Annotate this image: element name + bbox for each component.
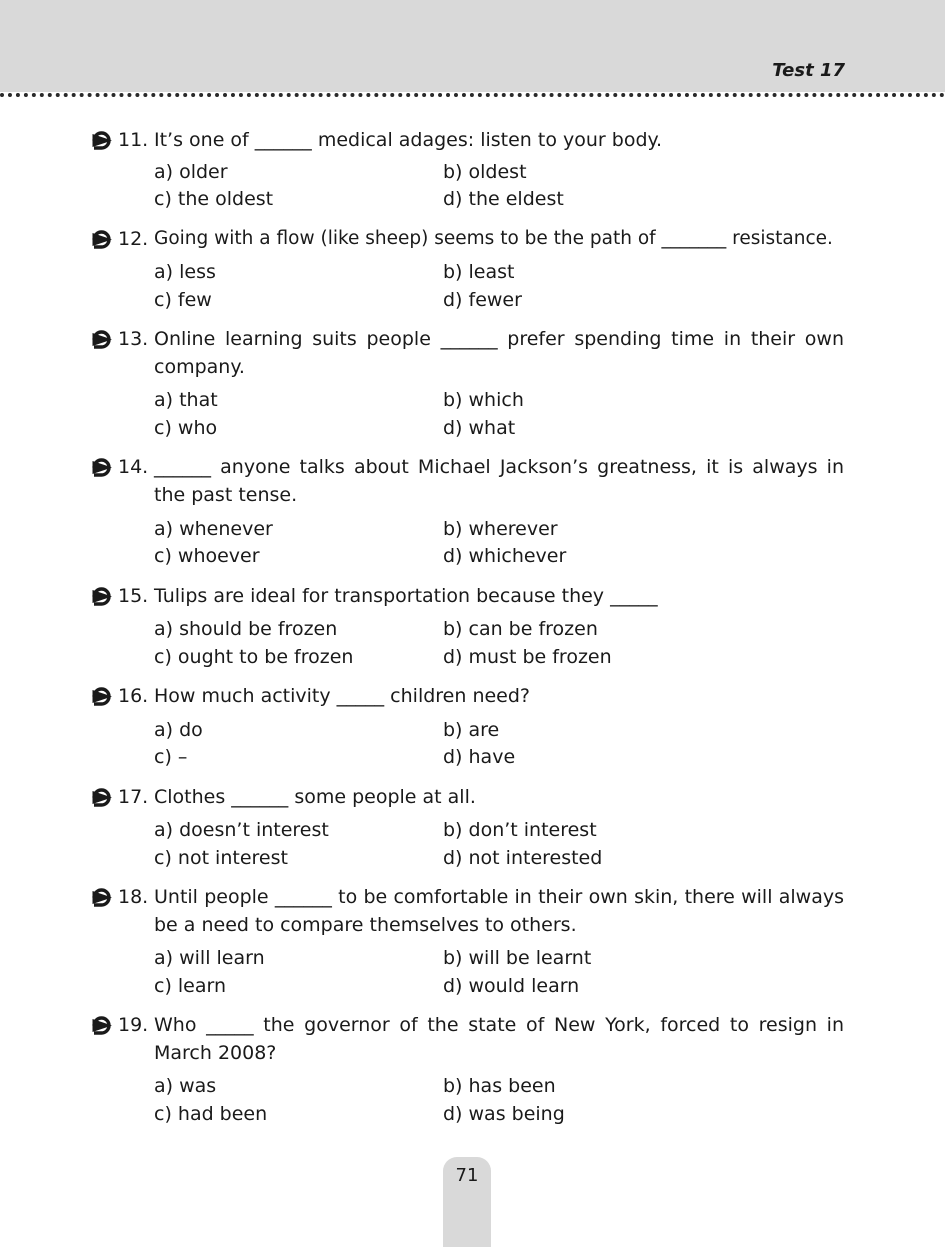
question-number: 17. (118, 786, 149, 808)
option-b[interactable]: b) has been (443, 1075, 556, 1097)
question-text: Who _____ the governor of the state of New York, forced to resign in March 2008? (154, 1014, 844, 1064)
option-c[interactable]: c) who (154, 417, 218, 439)
option-a[interactable]: a) doesn’t interest (154, 819, 329, 841)
question-text: How much activity _____ children need? (154, 685, 531, 707)
option-d[interactable]: d) was being (443, 1103, 565, 1125)
question-number: 16. (118, 685, 149, 707)
question-text: Clothes ______ some people at all. (154, 786, 476, 808)
question-number: 11. (118, 129, 149, 151)
question-text: Online learning suits people ______ prefer spending time in their own company. (154, 328, 844, 378)
option-c[interactable]: c) whoever (154, 545, 260, 567)
option-d[interactable]: d) would learn (443, 975, 580, 997)
bullet-arrow-icon (92, 330, 113, 349)
option-b[interactable]: b) will be learnt (443, 947, 592, 969)
option-b[interactable]: b) least (443, 261, 515, 283)
option-d[interactable]: d) fewer (443, 289, 522, 311)
question-number: 12. (118, 228, 149, 250)
bullet-arrow-icon (92, 888, 113, 907)
option-b[interactable]: b) oldest (443, 161, 527, 183)
question-number: 13. (118, 328, 149, 350)
option-a[interactable]: a) that (154, 389, 218, 411)
option-d[interactable]: d) what (443, 417, 516, 439)
option-a[interactable]: a) will learn (154, 947, 265, 969)
question-text: It’s one of ______ medical adages: listen to your body. (154, 129, 663, 151)
bullet-arrow-icon (92, 788, 113, 807)
option-c[interactable]: c) had been (154, 1103, 268, 1125)
option-a[interactable]: a) less (154, 261, 216, 283)
option-a[interactable]: a) should be frozen (154, 618, 338, 640)
option-b[interactable]: b) which (443, 389, 524, 411)
question-number: 18. (118, 886, 149, 908)
bullet-arrow-icon (92, 230, 113, 249)
option-c[interactable]: c) few (154, 289, 212, 311)
option-c[interactable]: c) the oldest (154, 188, 274, 210)
option-b[interactable]: b) don’t interest (443, 819, 597, 841)
option-c[interactable]: c) learn (154, 975, 227, 997)
bullet-arrow-icon (92, 458, 113, 477)
option-d[interactable]: d) have (443, 746, 516, 768)
bullet-arrow-icon (92, 587, 113, 606)
option-b[interactable]: b) wherever (443, 518, 558, 540)
question-text: Until people ______ to be comfortable in their own skin, there will always be a need to compare themselves to others. (154, 886, 844, 936)
option-b[interactable]: b) are (443, 719, 500, 741)
option-a[interactable]: a) do (154, 719, 203, 741)
question-number: 19. (118, 1014, 149, 1036)
option-d[interactable]: d) whichever (443, 545, 567, 567)
option-a[interactable]: a) whenever (154, 518, 273, 540)
option-a[interactable]: a) was (154, 1075, 217, 1097)
option-b[interactable]: b) can be frozen (443, 618, 598, 640)
bullet-arrow-icon (92, 1016, 113, 1035)
question-text: Going with a flow (like sheep) seems to be the path of _______ resistance. (154, 228, 833, 249)
option-d[interactable]: d) must be frozen (443, 646, 612, 668)
question-text: ______ anyone talks about Michael Jackson’s greatness, it is always in the past tense. (154, 456, 844, 506)
question-number: 15. (118, 585, 149, 607)
bullet-arrow-icon (92, 131, 113, 150)
dotted-divider (0, 93, 945, 97)
question-text: Tulips are ideal for transportation because they _____ (154, 585, 658, 607)
page-number: 71 (455, 1165, 479, 1186)
option-c[interactable]: c) ought to be frozen (154, 646, 354, 668)
option-d[interactable]: d) not interested (443, 847, 603, 869)
test-title: Test 17 (772, 60, 845, 81)
option-c[interactable]: c) not interest (154, 847, 288, 869)
option-c[interactable]: c) – (154, 746, 188, 768)
option-a[interactable]: a) older (154, 161, 228, 183)
bullet-arrow-icon (92, 687, 113, 706)
option-d[interactable]: d) the eldest (443, 188, 564, 210)
question-number: 14. (118, 456, 149, 478)
